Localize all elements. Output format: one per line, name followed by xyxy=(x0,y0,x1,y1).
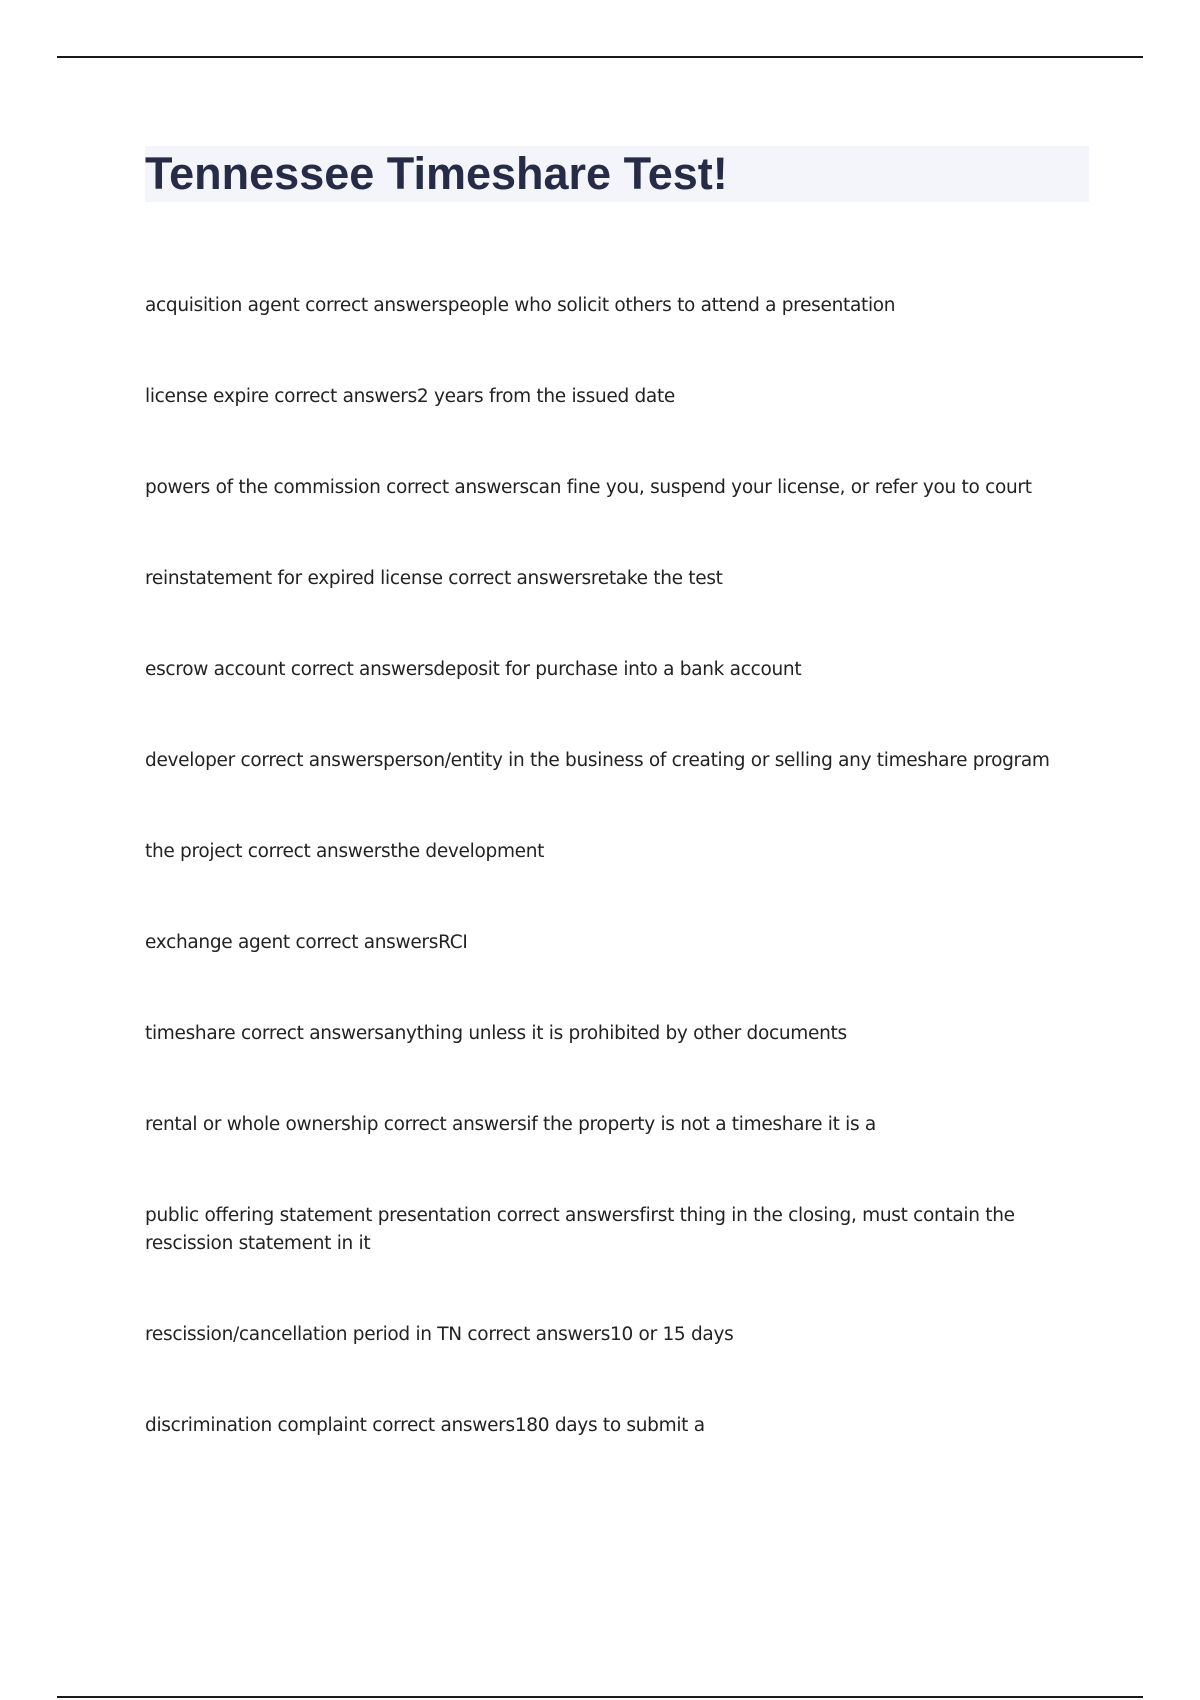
qa-item-developer: developer correct answersperson/entity in the business of creating or selling any timeshare program xyxy=(145,750,1050,771)
qa-item-acquisition-agent: acquisition agent correct answerspeople who solicit others to attend a presentation xyxy=(145,295,896,316)
document-title: Tennessee Timeshare Test! xyxy=(145,148,728,199)
qa-item-rental-or-whole-ownership: rental or whole ownership correct answersif the property is not a timeshare it is a xyxy=(145,1114,876,1135)
qa-item-reinstatement: reinstatement for expired license correct answersretake the test xyxy=(145,568,723,589)
qa-item-escrow-account: escrow account correct answersdeposit for purchase into a bank account xyxy=(145,659,802,680)
qa-item-powers-of-commission: powers of the commission correct answerscan fine you, suspend your license, or refer you to court xyxy=(145,477,1032,498)
qa-item-license-expire: license expire correct answers2 years from the issued date xyxy=(145,386,676,407)
qa-item-exchange-agent: exchange agent correct answersRCI xyxy=(145,932,468,953)
bottom-rule xyxy=(57,1696,1143,1698)
qa-item-discrimination-complaint: discrimination complaint correct answers180 days to submit a xyxy=(145,1415,705,1436)
qa-list xyxy=(145,292,1075,1503)
top-rule xyxy=(57,56,1143,58)
qa-item-the-project: the project correct answersthe development xyxy=(145,841,545,862)
qa-item-timeshare: timeshare correct answersanything unless it is prohibited by other documents xyxy=(145,1023,847,1044)
qa-item-rescission-period: rescission/cancellation period in TN correct answers10 or 15 days xyxy=(145,1324,734,1345)
qa-item-public-offering-statement: public offering statement presentation correct answersfirst thing in the closing, must contain the rescission statement in it xyxy=(145,1205,1015,1254)
